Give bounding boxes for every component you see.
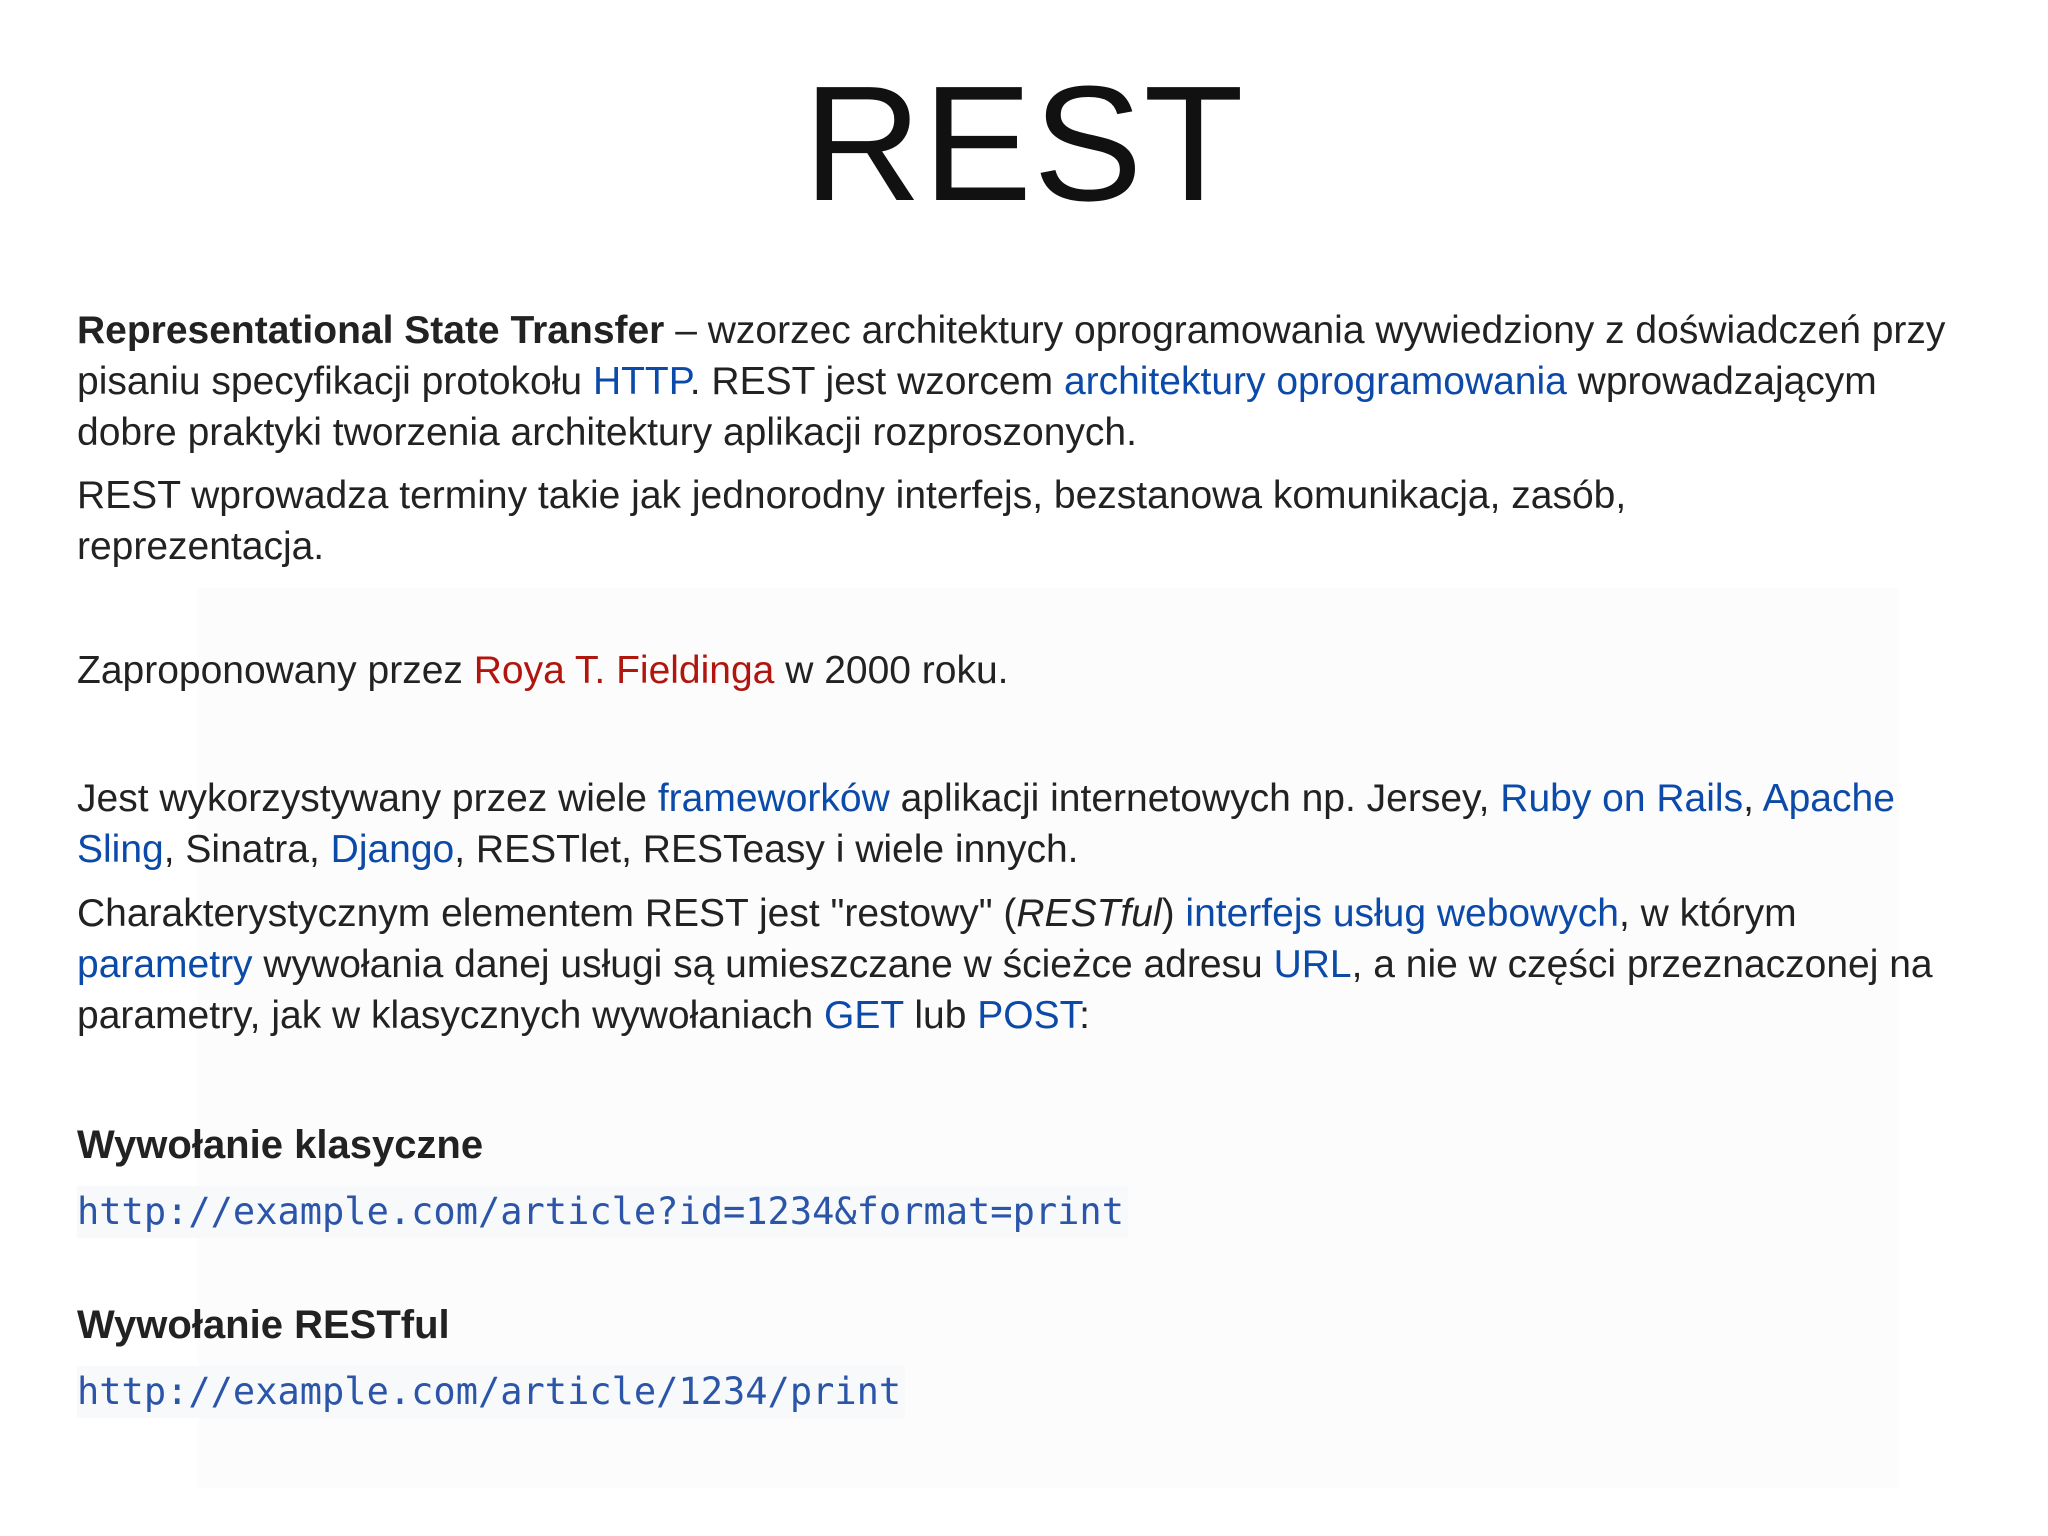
link-architektury-oprogramowania[interactable]: architektury oprogramowania xyxy=(1063,360,1567,403)
link-url[interactable]: URL xyxy=(1273,943,1352,986)
terms-text: REST wprowadza terminy takie jak jednorodny interfejs, bezstanowa komunikacja, zasób, reprezentacja. xyxy=(77,474,1627,568)
definition-text-3: wprowadzającym dobre praktyki tworzenia architektury aplikacji rozproszonych. xyxy=(77,360,1877,454)
restful-text-4: wywołania danej usługi są umieszczane w ścieżce adresu xyxy=(252,943,1274,986)
link-get[interactable]: GET xyxy=(824,994,904,1037)
frameworks-text-2: aplikacji internetowych np. Jersey, xyxy=(889,777,1501,820)
restful-text-7: : xyxy=(1079,994,1090,1037)
term-representational-state-transfer: Representational State Transfer xyxy=(77,309,665,352)
link-django[interactable]: Django xyxy=(330,828,455,871)
link-interfejs-uslug-webowych[interactable]: interfejs usług webowych xyxy=(1185,892,1619,935)
link-post[interactable]: POST xyxy=(977,994,1080,1037)
link-ruby-on-rails[interactable]: Ruby on Rails xyxy=(1500,777,1744,820)
frameworks-text-4: , Sinatra, xyxy=(163,828,331,871)
paragraph-frameworks xyxy=(77,773,1967,875)
heading-restful-call: Wywołanie RESTful xyxy=(77,1303,450,1347)
proposed-text-2: w 2000 roku. xyxy=(774,649,1009,692)
definition-text-1: – wzorzec architektury oprogramowania wywiedziony z doświadczeń przy pisaniu specyfikacji protokołu xyxy=(77,309,1946,403)
restful-text-3: , w którym xyxy=(1618,892,1797,935)
link-parametry[interactable]: parametry xyxy=(77,943,253,986)
paragraph-restful xyxy=(77,888,1967,1041)
definition-text-2: . REST jest wzorcem xyxy=(689,360,1064,403)
slide-title: REST xyxy=(803,52,1245,235)
restful-italic: RESTful xyxy=(1016,892,1162,935)
frameworks-text-5: , RESTlet, RESTeasy i wiele innych. xyxy=(454,828,1079,871)
restful-text-5: , a nie w części przeznaczonej na parametry, jak w klasycznych wywołaniach xyxy=(77,943,1933,1037)
restful-text-1: Charakterystycznym elementem REST jest "restowy" ( xyxy=(77,892,1017,935)
link-http[interactable]: HTTP xyxy=(592,360,690,403)
paragraph-terms xyxy=(77,470,1877,572)
code-restful-url: http://example.com/article/1234/print xyxy=(77,1366,905,1418)
frameworks-text-3: , xyxy=(1743,777,1763,820)
paragraph-proposed xyxy=(77,645,1967,696)
restful-text-2: ) xyxy=(1161,892,1186,935)
heading-classic-call: Wywołanie klasyczne xyxy=(77,1123,484,1167)
restful-text-6: lub xyxy=(903,994,978,1037)
paragraph-definition xyxy=(77,305,1967,458)
link-frameworkow[interactable]: frameworków xyxy=(657,777,890,820)
code-classic-url: http://example.com/article?id=1234&format=print xyxy=(77,1186,1128,1238)
link-apache-sling[interactable]: Apache Sling xyxy=(77,777,1895,871)
frameworks-text-1: Jest wykorzystywany przez wiele xyxy=(77,777,658,820)
link-roy-fielding[interactable]: Roya T. Fieldinga xyxy=(473,649,775,692)
proposed-text-1: Zaproponowany przez xyxy=(77,649,474,692)
